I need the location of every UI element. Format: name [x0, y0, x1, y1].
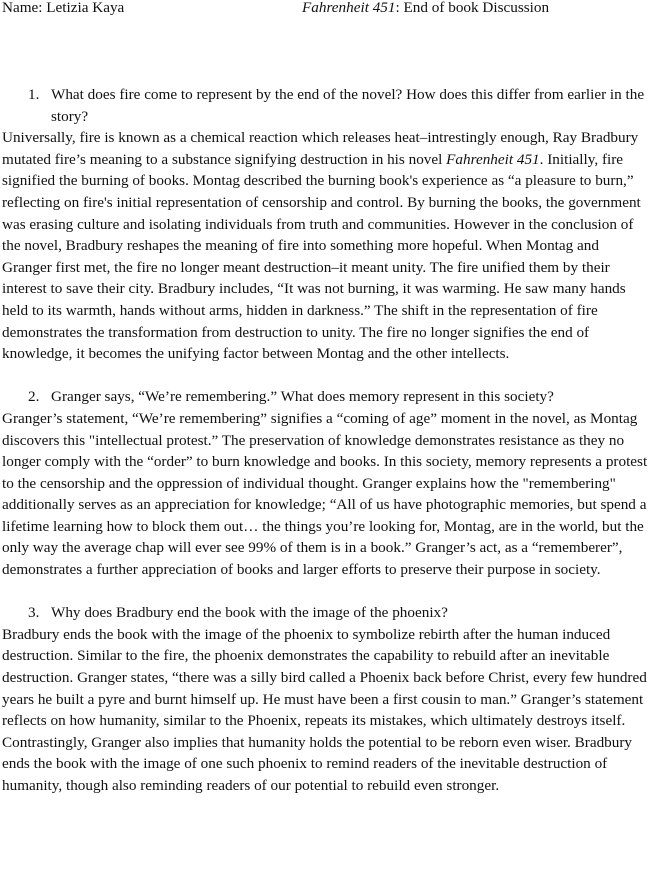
- document-body: [2, 84, 650, 797]
- book-title: Fahrenheit 451: [302, 0, 396, 16]
- question-text: What does fire come to represent by the end of the novel? How does this differ from earlier in the story?: [51, 86, 645, 125]
- document-header: [2, 0, 648, 19]
- assignment-title-rest: : End of book Discussion: [395, 0, 550, 16]
- question-text: Why does Bradbury end the book with the image of the phoenix?: [51, 604, 448, 622]
- question-2: [2, 386, 650, 408]
- question-number: 3.: [28, 604, 40, 622]
- question-text: Granger says, “We’re remembering.” What does memory represent in this society?: [51, 388, 554, 406]
- question-3: [2, 602, 650, 624]
- answer-book-title: Fahrenheit 451: [446, 150, 540, 168]
- answer-text-part: . Initially, fire signified the burning of books. Montag described the burning book's experience as “a pleasure to burn,” reflecting on fire's initial representation of censorship and control. By burning the books, the government was erasing culture and isolating individuals from truth and communities. However in the conclusion of the novel, Bradbury reshapes the meaning of fire into something more hopeful. When Montag and Granger first met, the fire no longer meant destruction–it meant unity. The fire unified them by their interest to save their city. Bradbury includes, “It was not burning, it was warming. He saw many hands held to its warmth, hands without arms, hidden in darkness.” The shift in the representation of fire demonstrates the transformation from destruction to unity. The fire no longer signifies the end of knowledge, it becomes the unifying factor between Montag and the other intellects.: [2, 150, 641, 363]
- answer-1: [2, 127, 650, 365]
- student-name: Name: Letizia Kaya: [2, 0, 125, 16]
- answer-3: Bradbury ends the book with the image of the phoenix to symbolize rebirth after the human induced destruction. Similar to the fire, the phoenix demonstrates the capability to rebuild after an inevitable destruction. Granger states, “there was a silly bird called a Phoenix back before Christ, every few hundred years he built a pyre and burnt himself up. He must have been a first cousin to man.” Granger’s statement reflects on how humanity, similar to the Phoenix, repeats its mistakes, which ultimately destroys itself. Contrastingly, Granger also implies that humanity holds the potential to be reborn even wiser. Bradbury ends the book with the image of one such phoenix to remind readers of the inevitable destruction of humanity, though also reminding readers of our potential to rebuild even stronger.: [2, 625, 647, 794]
- question-number: 1.: [28, 86, 40, 103]
- question-number: 2.: [28, 388, 40, 406]
- question-1: [2, 84, 650, 127]
- answer-2: Granger’s statement, “We’re remembering” signifies a “coming of age” moment in the novel, as Montag discovers this "intellectual protest.” The preservation of knowledge demonstrates resistance as they no longer comply with the “order” to burn knowledge and books. In this society, memory represents a protest to the censorship and the oppression of individual thought. Granger explains how the "remembering" additionally serves as an appreciation for knowledge; “All of us have photographic memories, but spend a lifetime learning how to block them out… the things you’re looking for, Montag, are in the world, but the only way the average chap will ever see 99% of them is in a book.” Granger’s act, as a “rememberer”, demonstrates a further appreciation of books and larger efforts to preserve their purpose in society.: [2, 409, 648, 579]
- paragraph-gap: [2, 581, 650, 603]
- paragraph-gap: [2, 365, 650, 387]
- answer-text-part: Universally, fire is known as a chemical reaction which releases heat–intrestingly enough, Ray Bradbury mutated fire’s meaning to a substance signifying destruction in his novel: [2, 129, 639, 168]
- assignment-title: [302, 0, 549, 19]
